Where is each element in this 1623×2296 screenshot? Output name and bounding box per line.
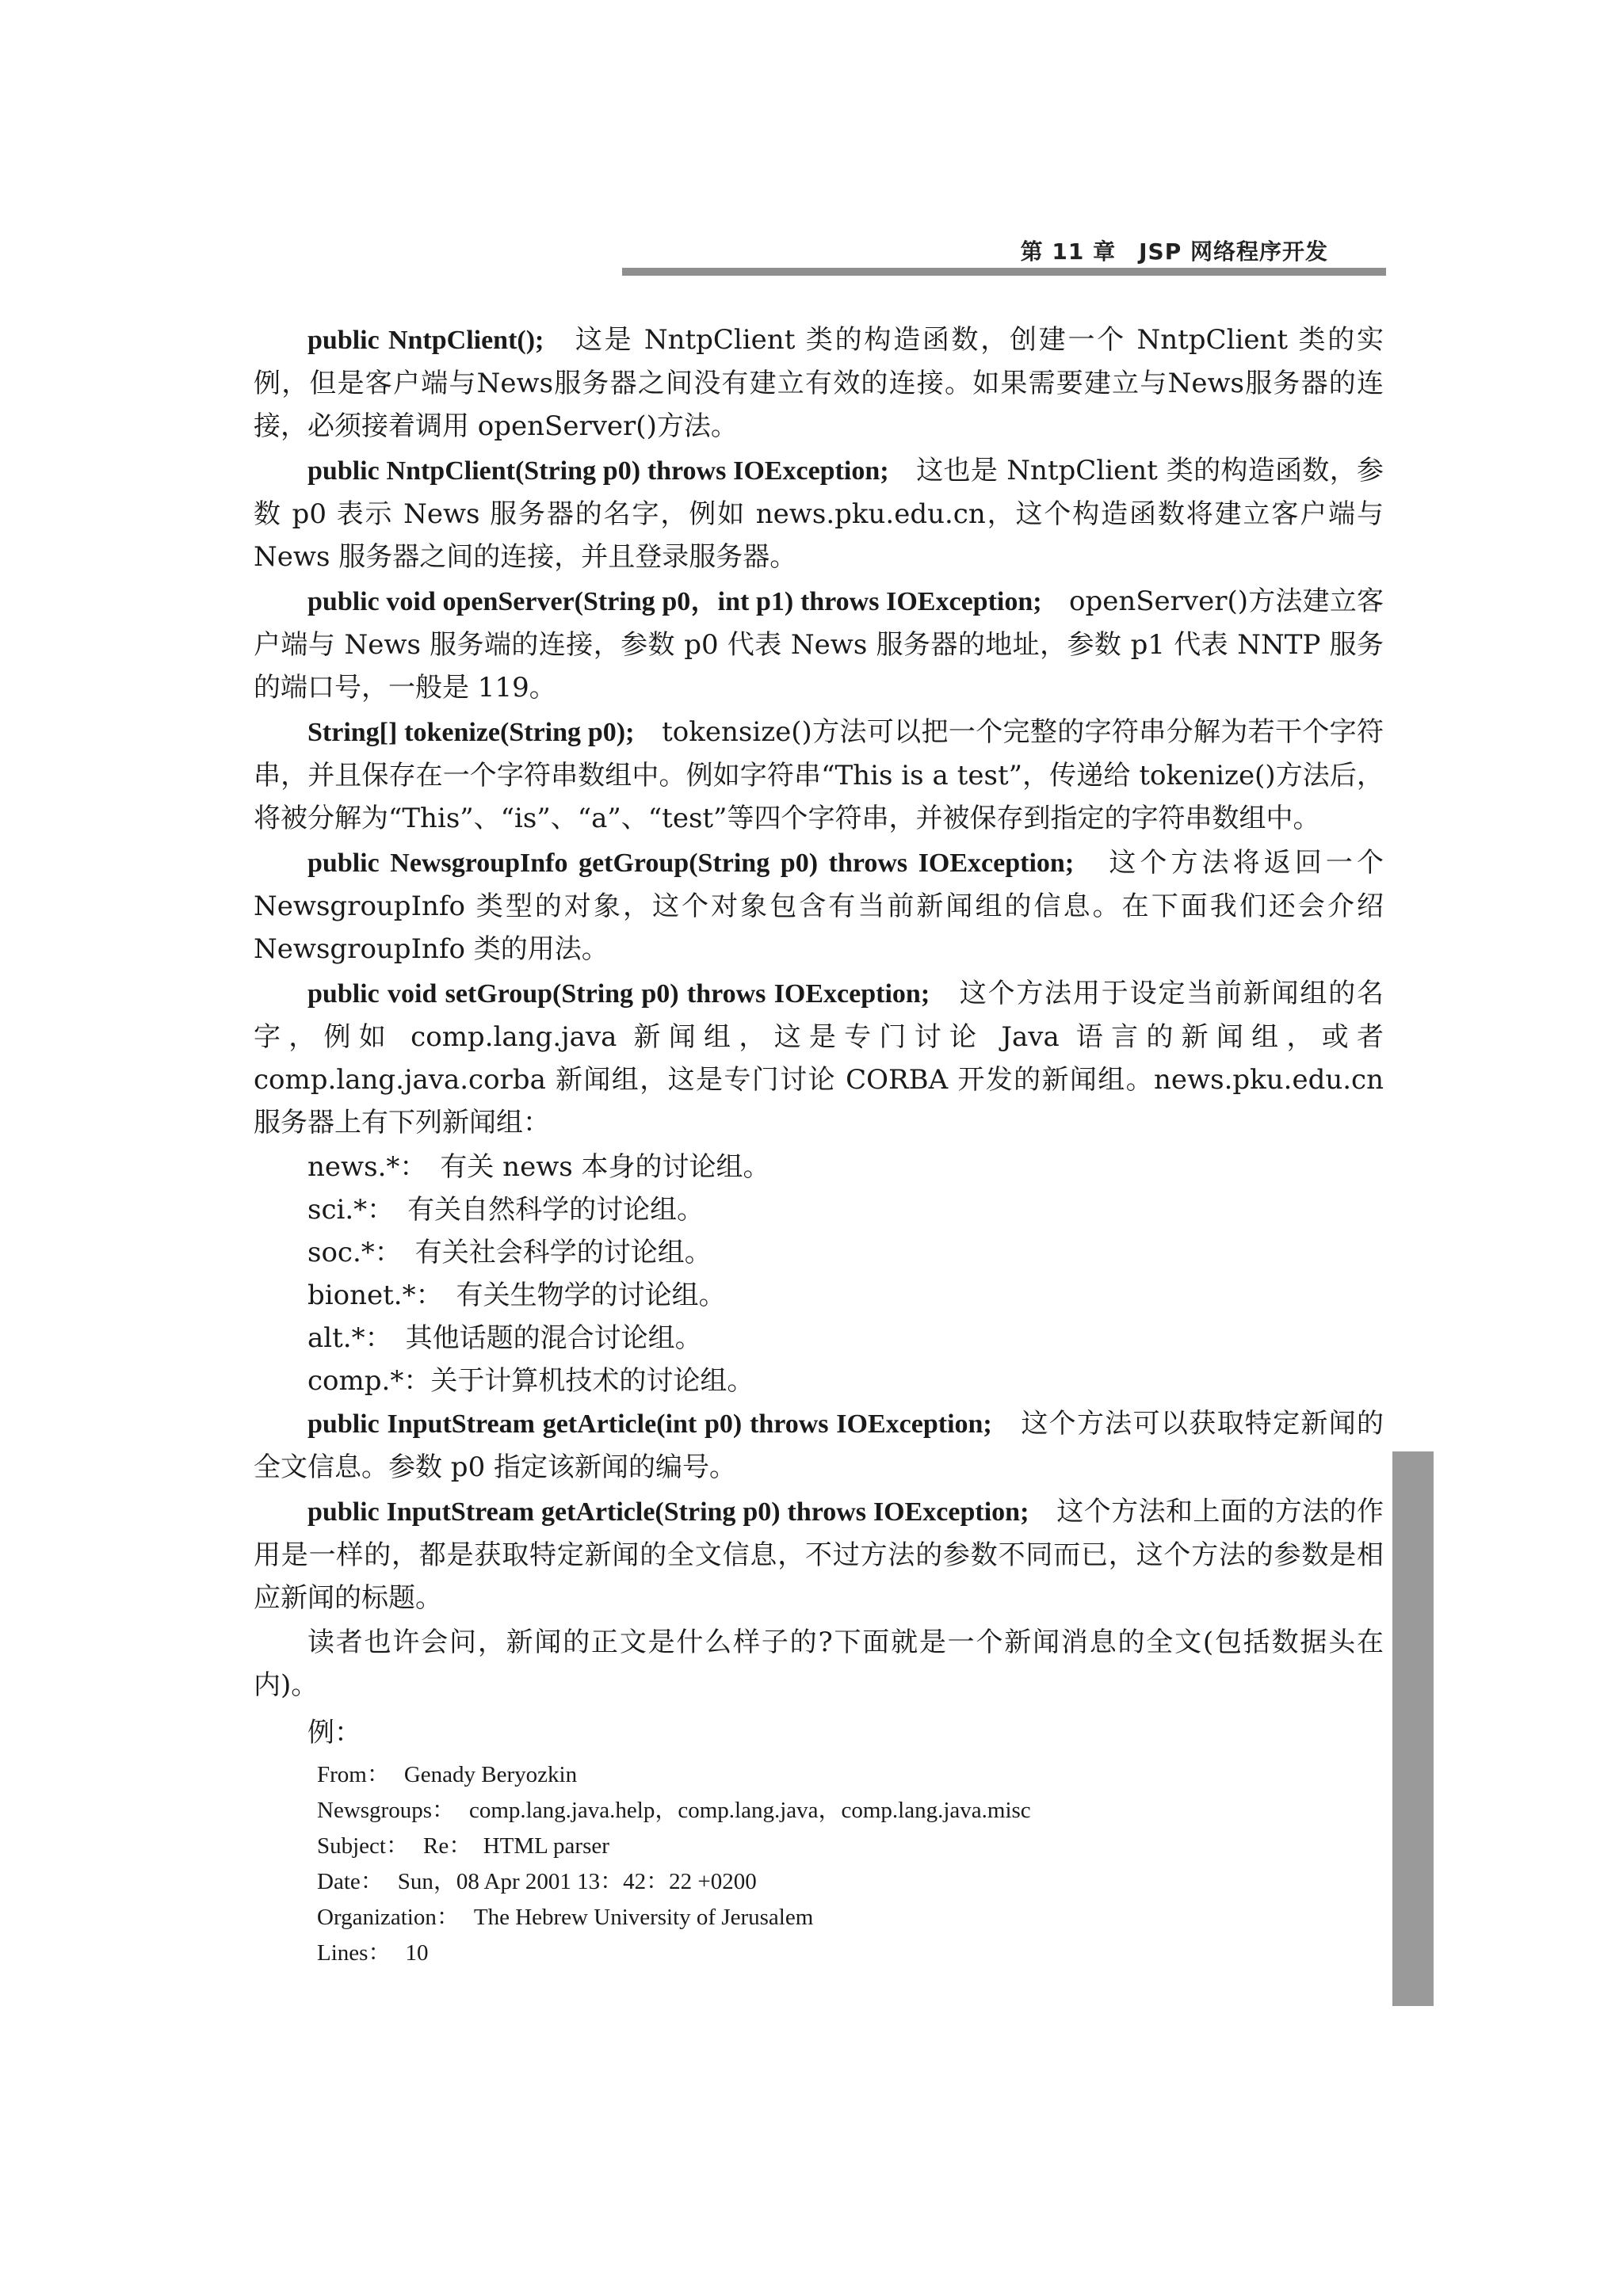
header-key: Organization： xyxy=(317,1905,460,1930)
paragraph-reader-question: 读者也许会问，新闻的正文是什么样子的?下面就是一个新闻消息的全文(包括数据头在内)。 xyxy=(254,1627,1384,1701)
list-item: alt.*： 其他话题的混合讨论组。 xyxy=(307,1322,702,1354)
method-description: 这个方法将返回一个 NewsgroupInfo 类型的对象，这个对象包含有当前新闻组的信息。在下面我们还会介绍NewsgroupInfo 类的用法。 xyxy=(254,847,1384,965)
list-item: news.*： 有关 news 本身的讨论组。 xyxy=(307,1151,770,1183)
side-thumb-tab xyxy=(1392,1451,1434,2006)
paragraph-setgroup xyxy=(254,972,1384,1144)
method-description: 这个方法用于设定当前新闻组的名字，例如 comp.lang.java 新闻组，这是专门讨论 Java 语言的新闻组，或者comp.lang.java.corba 新闻组，这是专门讨论 CORBA 开发的新闻组。news.pku.edu.cn 服务器上有下列新闻组： xyxy=(254,978,1384,1138)
header-key: Newsgroups： xyxy=(317,1798,455,1823)
header-line-subject xyxy=(254,1829,1384,1864)
newsgroup-list xyxy=(254,1146,1384,1402)
method-signature: String[] tokenize(String p0); xyxy=(307,718,635,747)
header-rule xyxy=(622,268,1386,276)
paragraph-getarticle-string xyxy=(254,1490,1384,1619)
paragraph-nntpclient-string-constructor xyxy=(254,449,1384,578)
method-description: 这个方法和上面的方法的作用是一样的，都是获取特定新闻的全文信息，不过方法的参数不同而已，这个方法的参数是相应新闻的标题。 xyxy=(254,1496,1384,1614)
header-line-date xyxy=(254,1864,1384,1900)
page-body xyxy=(254,318,1384,1971)
method-signature: public NntpClient(String p0) throws IOException; xyxy=(307,456,889,486)
paragraph-getgroup xyxy=(254,841,1384,971)
method-signature: public InputStream getArticle(String p0) throws IOException; xyxy=(307,1497,1029,1527)
method-description: 这是 NntpClient 类的构造函数，创建一个 NntpClient 类的实例，但是客户端与News服务器之间没有建立有效的连接。如果需要建立与News服务器的连接，必须接着调用 openServer()方法。 xyxy=(254,324,1384,442)
method-signature: public NewsgroupInfo getGroup(String p0) throws IOException; xyxy=(307,849,1075,878)
header-key: From： xyxy=(317,1762,390,1787)
method-signature: public NntpClient(); xyxy=(307,326,544,355)
header-value: 10 xyxy=(405,1940,429,1966)
method-signature: public void setGroup(String p0) throws IOException; xyxy=(307,979,930,1009)
paragraph-getarticle-int xyxy=(254,1402,1384,1489)
header-value: comp.lang.java.help，comp.lang.java，comp.lang.java.misc xyxy=(469,1798,1031,1823)
header-key: Date： xyxy=(317,1869,384,1894)
header-line-from xyxy=(254,1757,1384,1793)
list-item: sci.*： 有关自然科学的讨论组。 xyxy=(307,1194,705,1226)
list-item: comp.*：关于计算机技术的讨论组。 xyxy=(307,1365,754,1397)
list-item: soc.*： 有关社会科学的讨论组。 xyxy=(307,1237,712,1268)
header-value: Re： HTML parser xyxy=(423,1833,609,1859)
paragraph-tokenize xyxy=(254,711,1384,840)
method-description: tokensize()方法可以把一个完整的字符串分解为若干个字符串，并且保存在一个字符串数组中。例如字符串“This is a test”，传递给 tokenize()方法后，将被分解为“This”、“is”、“a”、“test”等四个字符串，并被保存到指定的字符串数组中。 xyxy=(254,716,1384,834)
header-line-newsgroups xyxy=(254,1793,1384,1829)
example-label: 例： xyxy=(307,1717,361,1749)
chapter-header: 第 11 章 JSP 网络程序开发 xyxy=(1020,238,1328,265)
example-headers xyxy=(254,1757,1384,1971)
header-value: Sun，08 Apr 2001 13：42：22 +0200 xyxy=(397,1869,757,1894)
method-description: 这也是 NntpClient 类的构造函数，参数 p0 表示 News 服务器的名字，例如 news.pku.edu.cn，这个构造函数将建立客户端与News 服务器之间的连接，并且登录服务器。 xyxy=(254,455,1384,573)
header-key: Lines： xyxy=(317,1940,391,1966)
paragraph-nntpclient-constructor xyxy=(254,318,1384,448)
method-signature: public InputStream getArticle(int p0) throws IOException; xyxy=(307,1409,992,1439)
header-value: The Hebrew University of Jerusalem xyxy=(473,1905,814,1930)
header-key: Subject： xyxy=(317,1833,409,1859)
header-value: Genady Beryozkin xyxy=(403,1762,578,1787)
method-description: 这个方法可以获取特定新闻的全文信息。参数 p0 指定该新闻的编号。 xyxy=(254,1408,1384,1483)
list-item: bionet.*： 有关生物学的讨论组。 xyxy=(307,1280,726,1311)
method-signature: public void openServer(String p0，int p1) throws IOException; xyxy=(307,587,1042,616)
paragraph-openserver xyxy=(254,580,1384,709)
method-description: openServer()方法建立客户端与 News 服务端的连接，参数 p0 代表 News 服务器的地址，参数 p1 代表 NNTP 服务的端口号，一般是 119。 xyxy=(254,585,1384,704)
header-line-organization xyxy=(254,1900,1384,1936)
header-line-lines xyxy=(254,1936,1384,1971)
